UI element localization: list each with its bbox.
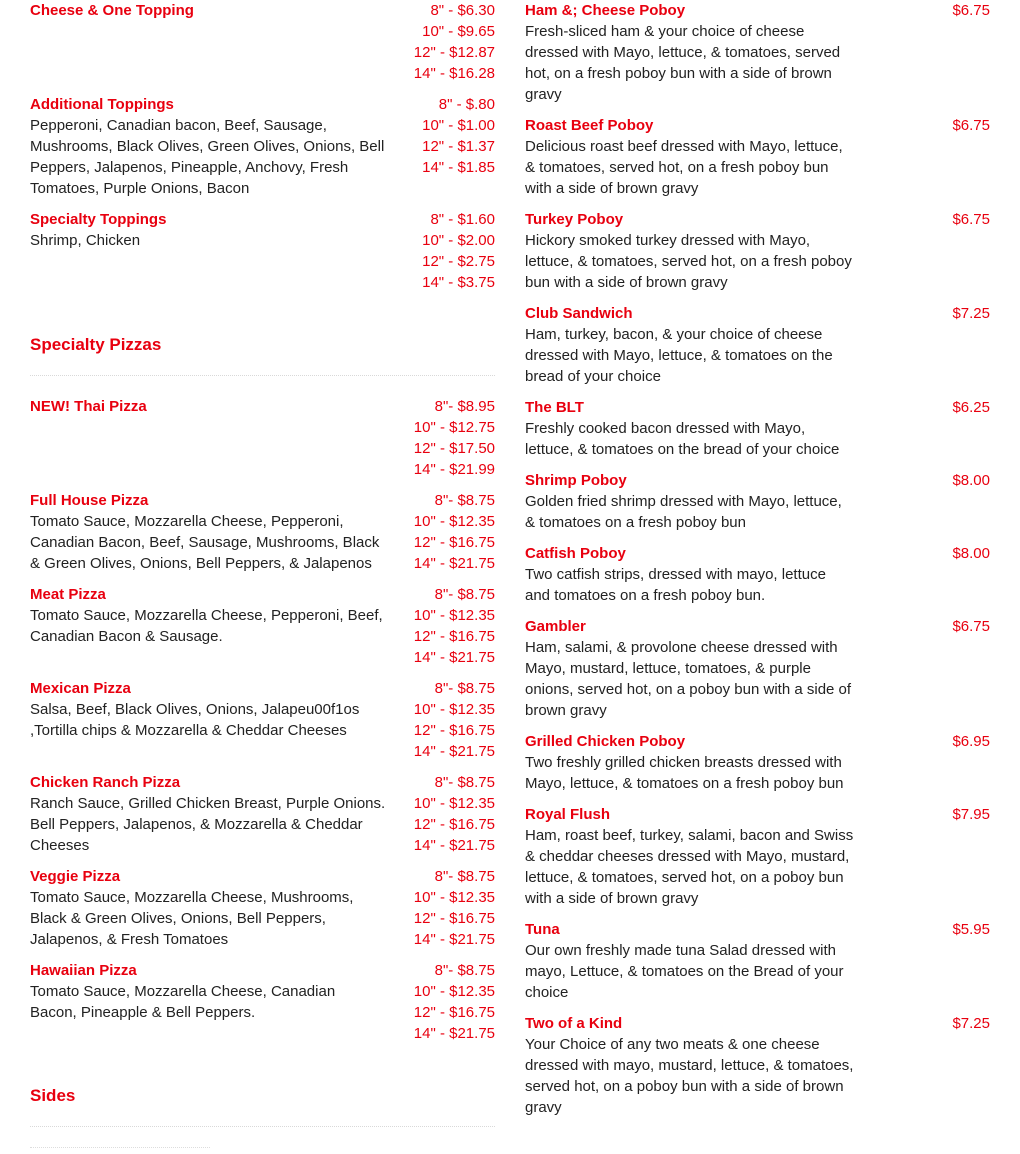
menu-item-text bbox=[30, 490, 386, 574]
menu-item bbox=[525, 470, 990, 533]
menu-item-description: Tomato Sauce, Mozzarella Cheese, Mushrooms, Black & Green Olives, Onions, Bell Peppers, Jalapenos, & Fresh Tomatoes bbox=[30, 889, 354, 948]
menu-item-prices bbox=[414, 490, 495, 574]
menu-item-name: Grilled Chicken Poboy bbox=[525, 733, 686, 750]
menu-item bbox=[525, 209, 990, 293]
menu-item-prices bbox=[422, 209, 495, 293]
menu-item-text bbox=[525, 209, 855, 293]
price-line: 12" - $16.75 bbox=[413, 910, 495, 927]
menu-item-name: Hawaiian Pizza bbox=[30, 962, 137, 979]
menu-item-description: Tomato Sauce, Mozzarella Cheese, Pepperoni, Beef, Canadian Bacon & Sausage. bbox=[30, 607, 383, 645]
price-line: 12" - $1.37 bbox=[422, 138, 495, 155]
price-line: 8"- $8.75 bbox=[434, 680, 495, 697]
menu-item-prices bbox=[414, 678, 495, 762]
menu-item-text bbox=[30, 772, 386, 856]
menu-item-price: $6.75 bbox=[952, 211, 990, 228]
price-line: 14" - $21.75 bbox=[413, 931, 495, 948]
menu-item-price: $7.25 bbox=[952, 305, 990, 322]
price-line: 14" - $21.75 bbox=[413, 837, 495, 854]
price-line: 14" - $21.75 bbox=[413, 555, 495, 572]
price-line: 8"- $8.75 bbox=[434, 774, 495, 791]
menu-item-name: Meat Pizza bbox=[30, 586, 106, 603]
menu-item-text bbox=[30, 866, 386, 950]
menu-item-price: $8.00 bbox=[952, 472, 990, 489]
menu-item bbox=[30, 866, 495, 950]
price-line: 10" - $12.35 bbox=[413, 607, 495, 624]
menu-item-name: Gambler bbox=[525, 618, 586, 635]
menu-item-description: Golden fried shrimp dressed with Mayo, lettuce, & tomatoes on a fresh poboy bun bbox=[525, 493, 842, 531]
menu-item-description: Shrimp, Chicken bbox=[30, 232, 141, 249]
price-line: 10" - $12.35 bbox=[413, 795, 495, 812]
price-line: 8"- $8.75 bbox=[434, 868, 495, 885]
menu-item-name: Specialty Toppings bbox=[30, 211, 167, 228]
price-line: 10" - $9.65 bbox=[422, 23, 495, 40]
menu-item-text bbox=[30, 960, 386, 1044]
menu-item-text bbox=[525, 470, 855, 533]
price-line: 8"- $8.75 bbox=[434, 586, 495, 603]
menu-item-name: Catfish Poboy bbox=[525, 545, 626, 562]
menu-item-text bbox=[525, 397, 855, 460]
menu-item-description: Freshly cooked bacon dressed with Mayo, lettuce, & tomatoes on the bread of your choice bbox=[525, 420, 840, 458]
menu-item-name: NEW! Thai Pizza bbox=[30, 398, 147, 415]
menu-item bbox=[525, 115, 990, 199]
menu-item-description: Pepperoni, Canadian bacon, Beef, Sausage, Mushrooms, Black Olives, Green Olives, Onions, Bell Peppers, Jalapenos, Pineapple, Anchovy, Fresh Tomatoes, Purple Onions, Bacon bbox=[30, 117, 385, 197]
menu-item-price: $5.95 bbox=[952, 921, 990, 938]
price-line: 14" - $16.28 bbox=[413, 65, 495, 82]
menu-item bbox=[525, 731, 990, 794]
sides-item-partial bbox=[30, 1147, 210, 1154]
menu-item-text bbox=[30, 209, 386, 293]
menu-item-price: $6.25 bbox=[952, 399, 990, 416]
menu-item-name: Club Sandwich bbox=[525, 305, 633, 322]
menu-item-prices bbox=[414, 866, 495, 950]
menu-item-description: Tomato Sauce, Mozzarella Cheese, Pepperoni, Canadian Bacon, Beef, Sausage, Mushrooms, Black & Green Olives, Onions, Bell Peppers, & Jalapenos bbox=[30, 513, 380, 572]
menu-item-name: Ham &; Cheese Poboy bbox=[525, 2, 686, 19]
menu-item-text bbox=[525, 919, 855, 1003]
menu-item-text bbox=[525, 804, 855, 909]
menu-item bbox=[525, 303, 990, 387]
menu-item-description: Ranch Sauce, Grilled Chicken Breast, Purple Onions. Bell Peppers, Jalapenos, & Mozzarella & Cheddar Cheeses bbox=[30, 795, 386, 854]
menu-item-text bbox=[30, 0, 386, 84]
menu-item-prices bbox=[414, 960, 495, 1044]
menu-item bbox=[30, 584, 495, 668]
menu-item-name: Two of a Kind bbox=[525, 1015, 623, 1032]
menu-item-name: Chicken Ranch Pizza bbox=[30, 774, 181, 791]
menu-item-price: $8.00 bbox=[952, 545, 990, 562]
menu-item bbox=[30, 490, 495, 574]
menu-item-description: Two freshly grilled chicken breasts dressed with Mayo, lettuce, & tomatoes on a fresh poboy bun bbox=[525, 754, 844, 792]
menu-item-text bbox=[30, 584, 386, 668]
menu-item-description: Ham, turkey, bacon, & your choice of cheese dressed with Mayo, lettuce, & tomatoes on the bread of your choice bbox=[525, 326, 833, 385]
price-line: 10" - $12.35 bbox=[413, 513, 495, 530]
menu-item-description: Ham, salami, & provolone cheese dressed with Mayo, mustard, lettuce, tomatoes, & purple onions, served hot, on a poboy bun with a side of brown gravy bbox=[525, 639, 852, 719]
left-column bbox=[30, 0, 495, 1154]
price-line: 12" - $17.50 bbox=[413, 440, 495, 457]
menu-item-description: Fresh-sliced ham & your choice of cheese dressed with Mayo, lettuce, & tomatoes, served hot, on a fresh poboy bun with a side of brown gravy bbox=[525, 23, 841, 103]
menu-item-name: Cheese & One Topping bbox=[30, 2, 194, 19]
price-line: 10" - $2.00 bbox=[422, 232, 495, 249]
price-line: 8"- $8.75 bbox=[434, 962, 495, 979]
pizzas-list bbox=[30, 396, 495, 1044]
menu-item bbox=[525, 0, 990, 105]
price-line: 10" - $1.00 bbox=[422, 117, 495, 134]
menu-item-price: $7.25 bbox=[952, 1015, 990, 1032]
menu-item-name: Roast Beef Poboy bbox=[525, 117, 654, 134]
sides-heading: Sides bbox=[30, 1054, 495, 1127]
price-line: 14" - $3.75 bbox=[422, 274, 495, 291]
menu-item-description: Tomato Sauce, Mozzarella Cheese, Canadian Bacon, Pineapple & Bell Peppers. bbox=[30, 983, 336, 1021]
poboys-list bbox=[525, 0, 990, 1118]
price-line: 8" - $.80 bbox=[438, 96, 495, 113]
menu-item-prices bbox=[414, 584, 495, 668]
menu-item-name: Tuna bbox=[525, 921, 560, 938]
price-line: 8"- $8.95 bbox=[434, 398, 495, 415]
menu-item-text bbox=[525, 1013, 855, 1118]
price-line: 14" - $21.75 bbox=[413, 1025, 495, 1042]
menu-item-text bbox=[525, 543, 855, 606]
menu-item bbox=[30, 396, 495, 480]
price-line: 10" - $12.35 bbox=[413, 701, 495, 718]
price-line: 10" - $12.35 bbox=[413, 983, 495, 1000]
menu-item-text bbox=[525, 616, 855, 721]
specialty-pizzas-heading: Specialty Pizzas bbox=[30, 303, 495, 376]
menu-item-name: Turkey Poboy bbox=[525, 211, 624, 228]
menu-item bbox=[525, 1013, 990, 1118]
price-line: 12" - $12.87 bbox=[413, 44, 495, 61]
menu-item-prices bbox=[414, 772, 495, 856]
menu-item-name: Additional Toppings bbox=[30, 96, 174, 113]
menu-item bbox=[30, 960, 495, 1044]
menu-item bbox=[525, 543, 990, 606]
menu-item bbox=[30, 94, 495, 199]
menu-item-description: Delicious roast beef dressed with Mayo, lettuce, & tomatoes, served hot, on a fresh poboy bun with a side of brown gravy bbox=[525, 138, 843, 197]
menu-item-description: Ham, roast beef, turkey, salami, bacon and Swiss & cheddar cheeses dressed with Mayo, mustard, lettuce, & tomatoes, served hot, on a poboy bun with a side of brown gravy bbox=[525, 827, 854, 907]
menu-item-text bbox=[30, 396, 386, 480]
price-line: 8"- $8.75 bbox=[434, 492, 495, 509]
menu-item-price: $6.75 bbox=[952, 2, 990, 19]
price-line: 12" - $16.75 bbox=[413, 816, 495, 833]
price-line: 14" - $21.75 bbox=[413, 743, 495, 760]
menu-item-description: Your Choice of any two meats & one cheese dressed with mayo, mustard, lettuce, & tomatoes, served hot, on a poboy bun with a side of brown gravy bbox=[525, 1036, 854, 1116]
price-line: 12" - $16.75 bbox=[413, 628, 495, 645]
menu-item-name: The BLT bbox=[525, 399, 584, 416]
menu-item bbox=[525, 397, 990, 460]
price-line: 12" - $2.75 bbox=[422, 253, 495, 270]
menu-item-text bbox=[525, 0, 855, 105]
menu-item-text bbox=[525, 303, 855, 387]
menu-item-description: Two catfish strips, dressed with mayo, lettuce and tomatoes on a fresh poboy bun. bbox=[525, 566, 826, 604]
menu-item-description: Our own freshly made tuna Salad dressed with mayo, Lettuce, & tomatoes on the Bread of your choice bbox=[525, 942, 844, 1001]
price-line: 8" - $6.30 bbox=[430, 2, 495, 19]
price-line: 14" - $1.85 bbox=[422, 159, 495, 176]
menu-item-price: $6.75 bbox=[952, 618, 990, 635]
menu-item-prices bbox=[414, 396, 495, 480]
menu-item-name: Veggie Pizza bbox=[30, 868, 121, 885]
toppings-list bbox=[30, 0, 495, 293]
menu-item bbox=[525, 616, 990, 721]
price-line: 10" - $12.35 bbox=[413, 889, 495, 906]
menu-item bbox=[525, 804, 990, 909]
menu-item bbox=[30, 209, 495, 293]
price-line: 8" - $1.60 bbox=[430, 211, 495, 228]
menu-item-text bbox=[30, 94, 386, 199]
right-column bbox=[525, 0, 990, 1128]
menu-item-price: $7.95 bbox=[952, 806, 990, 823]
menu-item-prices bbox=[414, 0, 495, 84]
menu-item-text bbox=[525, 731, 855, 794]
menu-item-name: Royal Flush bbox=[525, 806, 611, 823]
menu-item-prices bbox=[422, 94, 495, 199]
menu-item bbox=[30, 678, 495, 762]
menu-item-text bbox=[30, 678, 386, 762]
menu-item-text bbox=[525, 115, 855, 199]
menu-item-name: Shrimp Poboy bbox=[525, 472, 627, 489]
menu-item bbox=[525, 919, 990, 1003]
menu-item-price: $6.95 bbox=[952, 733, 990, 750]
price-line: 12" - $16.75 bbox=[413, 1004, 495, 1021]
menu-item-description: Hickory smoked turkey dressed with Mayo, lettuce, & tomatoes, served hot, on a fresh poboy bun with a side of brown gravy bbox=[525, 232, 852, 291]
price-line: 14" - $21.75 bbox=[413, 649, 495, 666]
menu-item-name: Full House Pizza bbox=[30, 492, 149, 509]
price-line: 12" - $16.75 bbox=[413, 722, 495, 739]
price-line: 12" - $16.75 bbox=[413, 534, 495, 551]
price-line: 10" - $12.75 bbox=[413, 419, 495, 436]
menu-item-name: Mexican Pizza bbox=[30, 680, 131, 697]
price-line: 14" - $21.99 bbox=[413, 461, 495, 478]
menu-item-description: Salsa, Beef, Black Olives, Onions, Jalapeu00f1os ,Tortilla chips & Mozzarella & Cheddar Cheeses bbox=[30, 701, 360, 739]
menu-item bbox=[30, 0, 495, 84]
menu-item bbox=[30, 772, 495, 856]
menu-item-price: $6.75 bbox=[952, 117, 990, 134]
